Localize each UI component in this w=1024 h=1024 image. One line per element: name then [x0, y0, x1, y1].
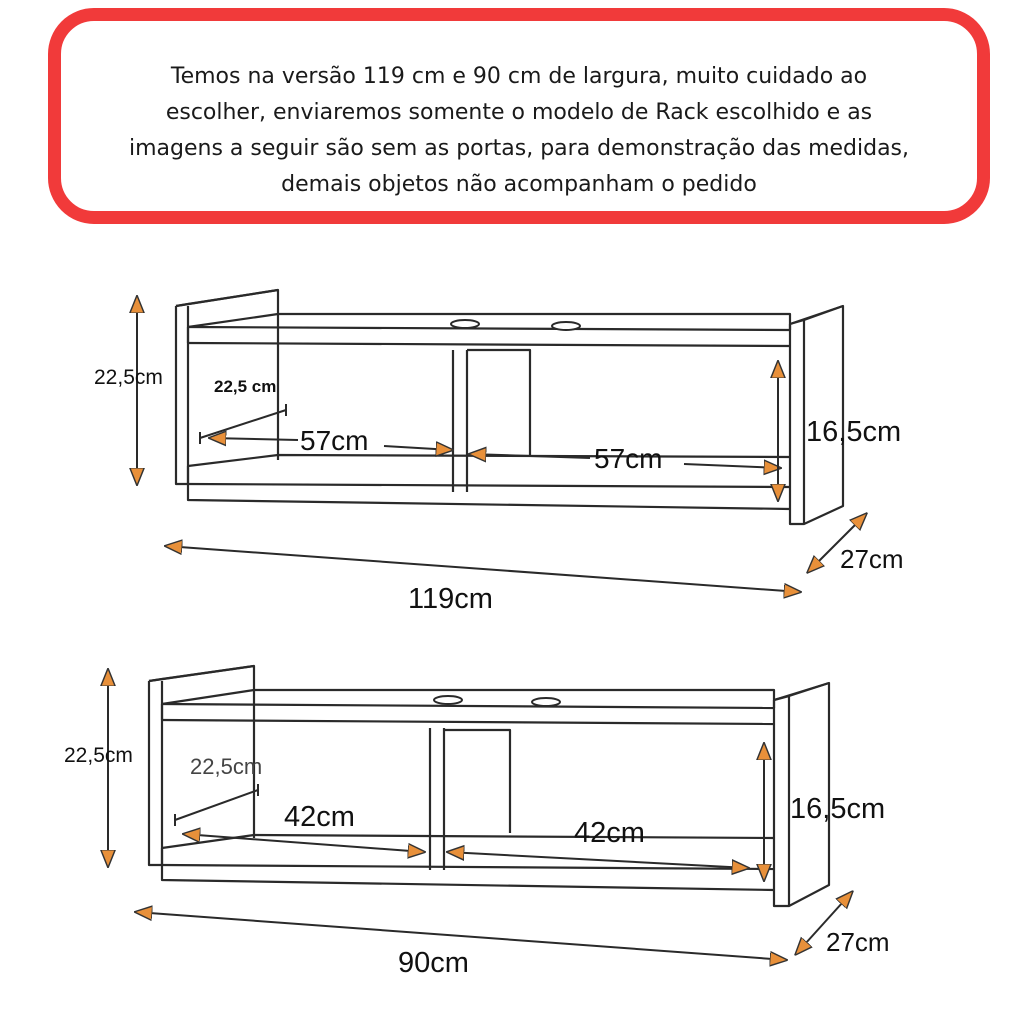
rack-90-right-niche-label: 42cm — [574, 817, 645, 849]
notice-text: Temos na versão 119 cm e 90 cm de largura, muito cuidado ao escolher, enviaremos somente o modelo de Rack escolhido e as imagens a seguir são sem as portas, para demonstração das medidas, demais objetos não acompanham o pedido — [128, 64, 910, 197]
rack-119-diagram — [176, 290, 843, 524]
rack-90-inner-depth-label: 22,5cm — [190, 754, 263, 779]
rack-90-niche-height-label: 16,5cm — [790, 793, 886, 825]
left-width-arrow-a — [210, 438, 298, 440]
rack-119-left-niche-label: 57cm — [300, 425, 369, 456]
rack-119-inner-depth-label: 22,5 cm — [214, 377, 277, 396]
right-width-arrow-b — [684, 464, 780, 468]
rack-119-total-width-label: 119cm — [408, 583, 493, 615]
right-width-arrow — [448, 852, 748, 868]
cable-hole-icon — [451, 320, 479, 328]
cable-hole-icon — [552, 322, 580, 330]
left-width-arrow-b — [384, 446, 452, 450]
cable-hole-icon — [532, 698, 560, 706]
rack-90-diagram — [149, 666, 829, 906]
rack-119-height-label: 22,5cm — [94, 366, 163, 389]
rack-90-depth-label: 27cm — [826, 927, 890, 957]
rack-90-total-width-label: 90cm — [398, 947, 469, 979]
rack-119-depth-label: 27cm — [840, 544, 904, 574]
inner-depth-line — [200, 410, 286, 438]
rack-119-niche-height-label: 16,5cm — [806, 416, 902, 448]
rack-119-right-niche-label: 57cm — [594, 443, 663, 474]
inner-depth-line — [175, 790, 258, 820]
rack-90-left-niche-label: 42cm — [284, 801, 355, 833]
rack-90-height-label: 22,5cm — [64, 744, 133, 767]
cable-hole-icon — [434, 696, 462, 704]
